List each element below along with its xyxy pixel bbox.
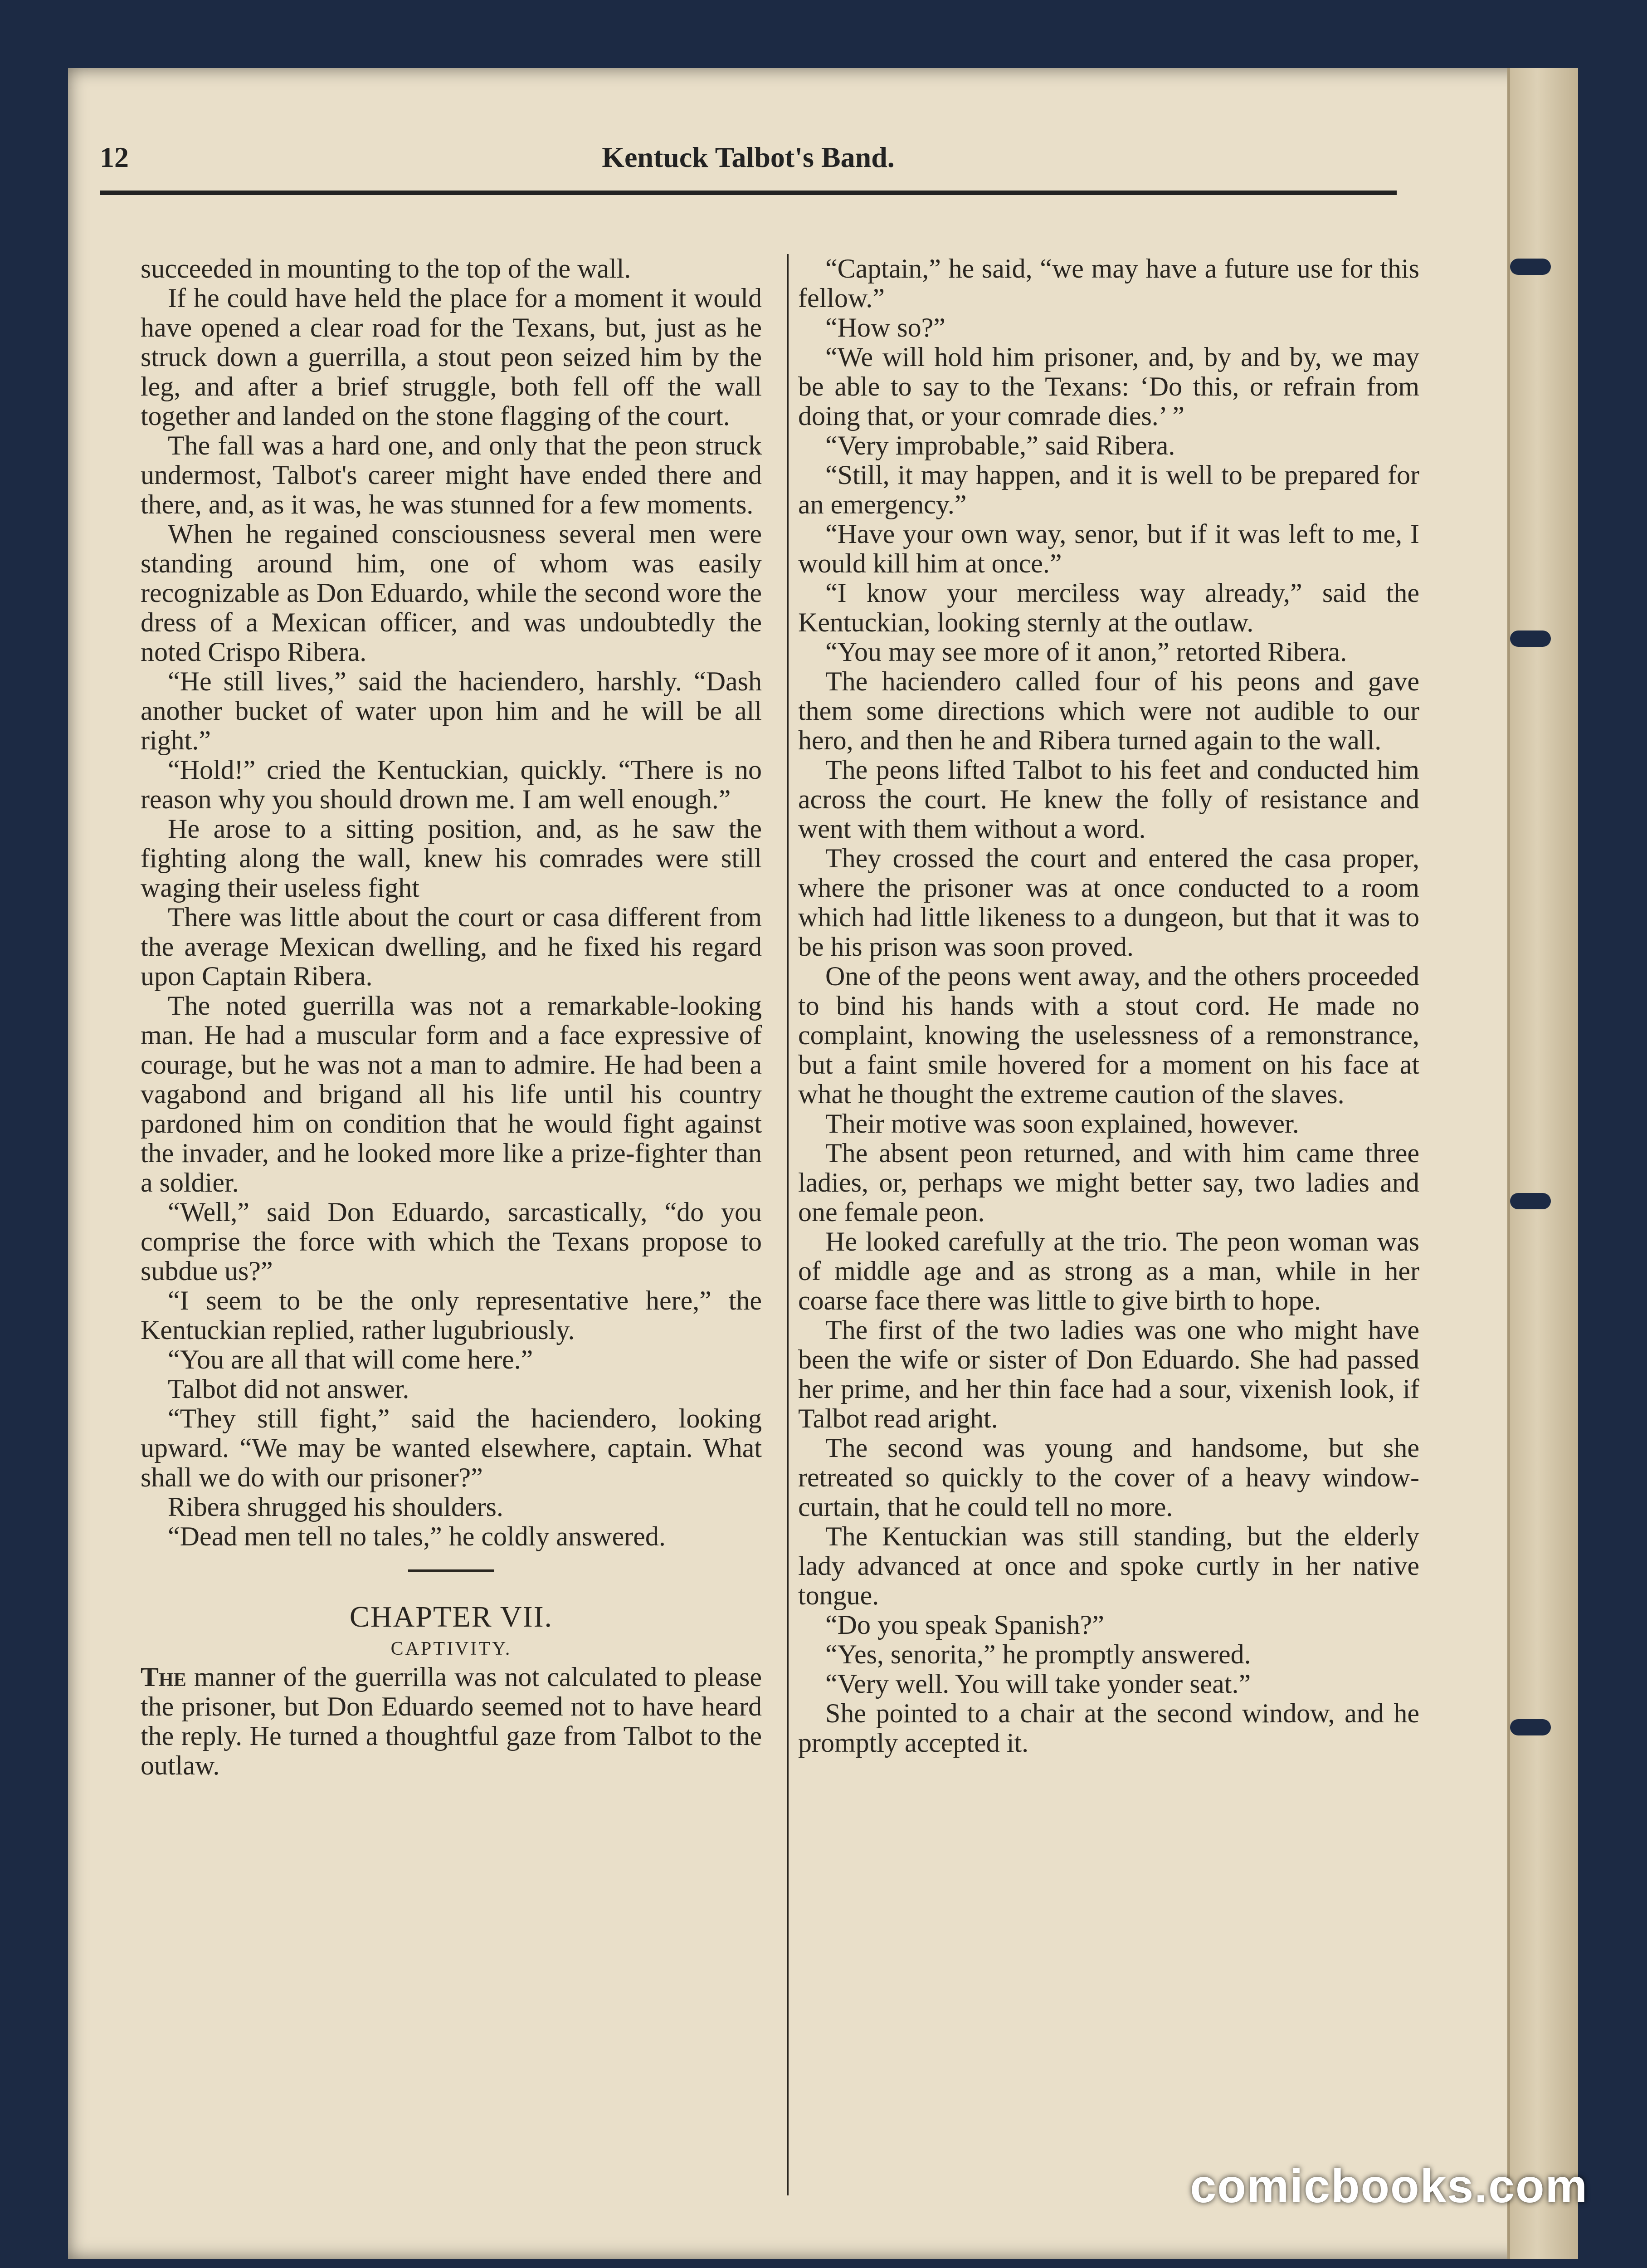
paragraph: The Kentuckian was still standing, but the elderly lady advanced at once and spoke curtly in her native tongue. bbox=[798, 1521, 1419, 1610]
paragraph: “Still, it may happen, and it is well to be prepared for an emergency.” bbox=[798, 460, 1419, 519]
paragraph: The noted guerrilla was not a remarkable-looking man. He had a muscular form and a face expressive of courage, but he was not a man to admire. He had been a vagabond and brigand all his life until his country pardoned him on condition that he would fight against the invader, and he looked more like a prize-fighter than a soldier. bbox=[141, 991, 762, 1198]
binding-stitch bbox=[1510, 259, 1551, 275]
paragraph: The first of the two ladies was one who might have been the wife or sister of Don Eduardo. She had passed her prime, and her thin face had a sour, vixenish look, if Talbot read aright. bbox=[798, 1315, 1419, 1433]
chapter-opening-paragraph bbox=[141, 1662, 762, 1780]
paragraph: She pointed to a chair at the second window, and he promptly accepted it. bbox=[798, 1698, 1419, 1758]
paragraph: Their motive was soon explained, however. bbox=[825, 1109, 1299, 1139]
right-column bbox=[798, 254, 1419, 1758]
paragraph: “Hold!” cried the Kentuckian, quickly. “There is no reason why you should drown me. I am well enough.” bbox=[141, 755, 762, 814]
running-head bbox=[100, 118, 1397, 195]
running-title: Kentuck Talbot's Band. bbox=[602, 141, 895, 173]
paragraph: The peons lifted Talbot to his feet and conducted him across the court. He knew the folly of resistance and went with them without a word. bbox=[798, 755, 1419, 844]
paragraph: “I seem to be the only representative here,” the Kentuckian replied, rather lugubriously. bbox=[141, 1286, 762, 1345]
paragraph: Talbot did not answer. bbox=[168, 1374, 409, 1404]
paragraph: One of the peons went away, and the others proceeded to bind his hands with a stout cord. He made no complaint, knowing the uselessness of a remonstrance, but a faint smile hovered for a moment on his face at what he thought the extreme caution of the slaves. bbox=[798, 961, 1419, 1109]
paragraph: “I know your merciless way already,” said the Kentuckian, looking sternly at the outlaw. bbox=[798, 578, 1419, 637]
chapter-opening-text: manner of the guerrilla was not calculated to please the prisoner, but Don Eduardo seemed not to have heard the reply. He turned a thoughtful gaze from Talbot to the outlaw. bbox=[141, 1662, 762, 1780]
chapter-title: CHAPTER VII. bbox=[349, 1600, 553, 1633]
paragraph: “Have your own way, senor, but if it was left to me, I would kill him at once.” bbox=[798, 519, 1419, 578]
watermark: comicbooks.com bbox=[1190, 2160, 1588, 2213]
binding-stitch bbox=[1510, 1193, 1551, 1209]
paragraph: “Very improbable,” said Ribera. bbox=[825, 430, 1175, 460]
paragraph: Ribera shrugged his shoulders. bbox=[168, 1492, 503, 1522]
paragraph: The absent peon returned, and with him came three ladies, or, perhaps we might better say, two ladies and one female peon. bbox=[798, 1138, 1419, 1227]
paragraph: “Very well. You will take yonder seat.” bbox=[825, 1669, 1251, 1699]
paragraph: “Captain,” he said, “we may have a future use for this fellow.” bbox=[798, 254, 1419, 313]
paragraph: The second was young and handsome, but she retreated so quickly to the cover of a heavy window-curtain, that he could tell no more. bbox=[798, 1433, 1419, 1522]
paragraph: “Do you speak Spanish?” bbox=[825, 1610, 1104, 1640]
chapter-opening-word: The bbox=[141, 1662, 186, 1692]
paragraph: The haciendero called four of his peons and gave them some directions which were not audible to our hero, and then he and Ribera turned again to the wall. bbox=[798, 666, 1419, 755]
paragraph: “Yes, senorita,” he promptly answered. bbox=[825, 1639, 1251, 1669]
paragraph: “How so?” bbox=[825, 313, 945, 342]
paragraph: They crossed the court and entered the casa proper, where the prisoner was at once conducted to a room which had little likeness to a dungeon, but that it was to be his prison was soon proved. bbox=[798, 843, 1419, 962]
paragraph: “They still fight,” said the haciendero, looking upward. “We may be wanted elsewhere, captain. What shall we do with our prisoner?” bbox=[141, 1403, 762, 1492]
paragraph: “Dead men tell no tales,” he coldly answered. bbox=[168, 1521, 666, 1551]
paragraph: succeeded in mounting to the top of the wall. bbox=[141, 254, 631, 284]
chapter-divider bbox=[408, 1569, 494, 1572]
binding-stitch bbox=[1510, 1719, 1551, 1735]
binding-stitch bbox=[1510, 631, 1551, 647]
paragraph: If he could have held the place for a moment it would have opened a clear road for the Texans, but, just as he struck down a guerrilla, a stout peon seized him by the leg, and after a brief struggle, both fell off the wall together and landed on the stone flagging of the court. bbox=[141, 283, 762, 431]
column-rule bbox=[787, 254, 789, 2195]
paragraph: “He still lives,” said the haciendero, harshly. “Dash another bucket of water upon him and he will be all right.” bbox=[141, 666, 762, 755]
paragraph: He looked carefully at the trio. The peon woman was of middle age and as strong as a man, while in her coarse face there was little to give birth to hope. bbox=[798, 1227, 1419, 1315]
paragraph: “You may see more of it anon,” retorted Ribera. bbox=[825, 637, 1347, 667]
paragraph: “We will hold him prisoner, and, by and by, we may be able to say to the Texans: ‘Do this, or refrain from doing that, or your comrade dies.’ ” bbox=[798, 342, 1419, 431]
paragraph: The fall was a hard one, and only that the peon struck undermost, Talbot's career might have ended there and there, and, as it was, he was stunned for a few moments. bbox=[141, 430, 762, 519]
paragraph: “You are all that will come here.” bbox=[168, 1344, 533, 1374]
paragraph: He arose to a sitting position, and, as he saw the fighting along the wall, knew his comrades were still waging their useless fight bbox=[141, 814, 762, 903]
paragraph: “Well,” said Don Eduardo, sarcastically, “do you comprise the force with which the Texans propose to subdue us?” bbox=[141, 1197, 762, 1286]
chapter-subtitle: CAPTIVITY. bbox=[390, 1638, 512, 1659]
page-edge bbox=[1507, 68, 1578, 2259]
left-column bbox=[141, 254, 762, 1780]
paragraph: When he regained consciousness several men were standing around him, one of whom was easily recognizable as Don Eduardo, while the second wore the dress of a Mexican officer, and was undoubtedly the noted Crispo Ribera. bbox=[141, 519, 762, 667]
paragraph: There was little about the court or casa different from the average Mexican dwelling, and he fixed his regard upon Captain Ribera. bbox=[141, 902, 762, 991]
page-number: 12 bbox=[100, 141, 129, 173]
